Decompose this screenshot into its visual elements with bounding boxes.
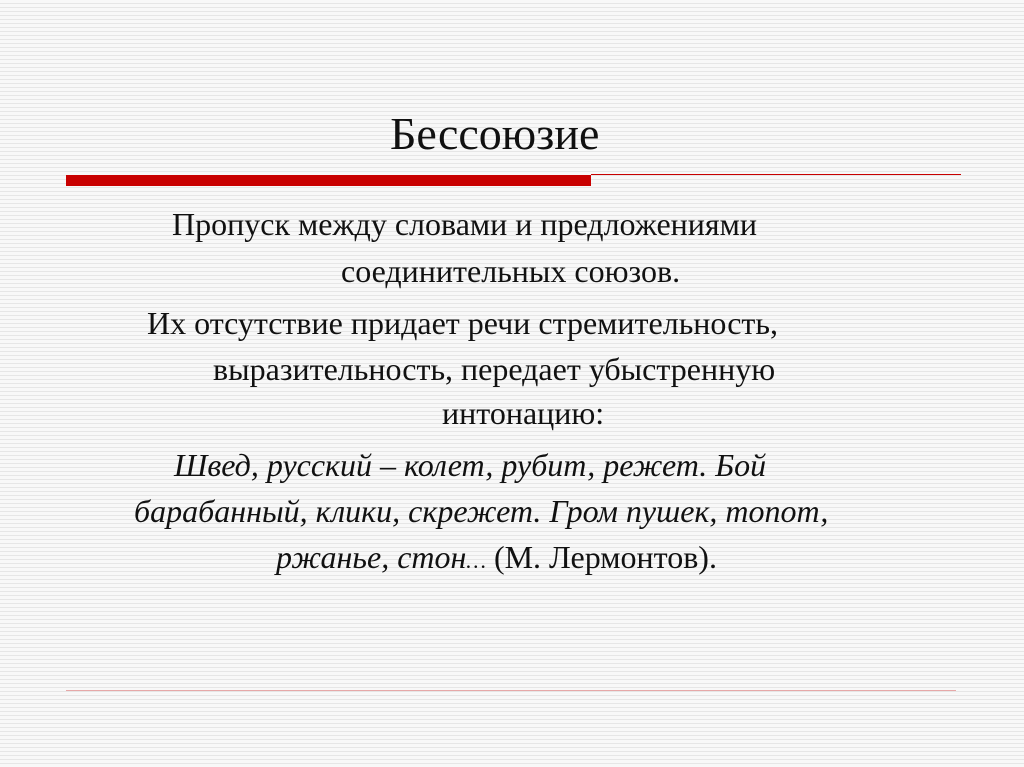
paragraph-2-line-1: Их отсутствие придает речи стремительность, [147,305,778,341]
footer-divider [66,690,956,691]
paragraph-1-line-2: соединительных союзов. [341,253,681,289]
paragraph-2-line-3: интонацию: [442,395,605,431]
quote-line-1: Швед, русский – колет, рубит, режет. Бой [174,447,767,483]
title-underline-bar [66,175,591,186]
paragraph-1-line-1: Пропуск между словами и предложениями [172,206,757,242]
title-underline-thin-line [591,174,961,175]
quote-attribution: (М. Лермонтов). [485,539,717,575]
slide-title: Бессоюзие [390,108,600,159]
quote-line-3 [276,537,717,581]
quote-ellipsis: … [466,548,486,573]
quote-line-2: барабанный, клики, скрежет. Гром пушек, топот, [134,493,829,529]
quote-line-3-text: ржанье, стон [276,539,467,575]
paragraph-2-line-2: выразительность, передает убыстренную [213,351,776,387]
